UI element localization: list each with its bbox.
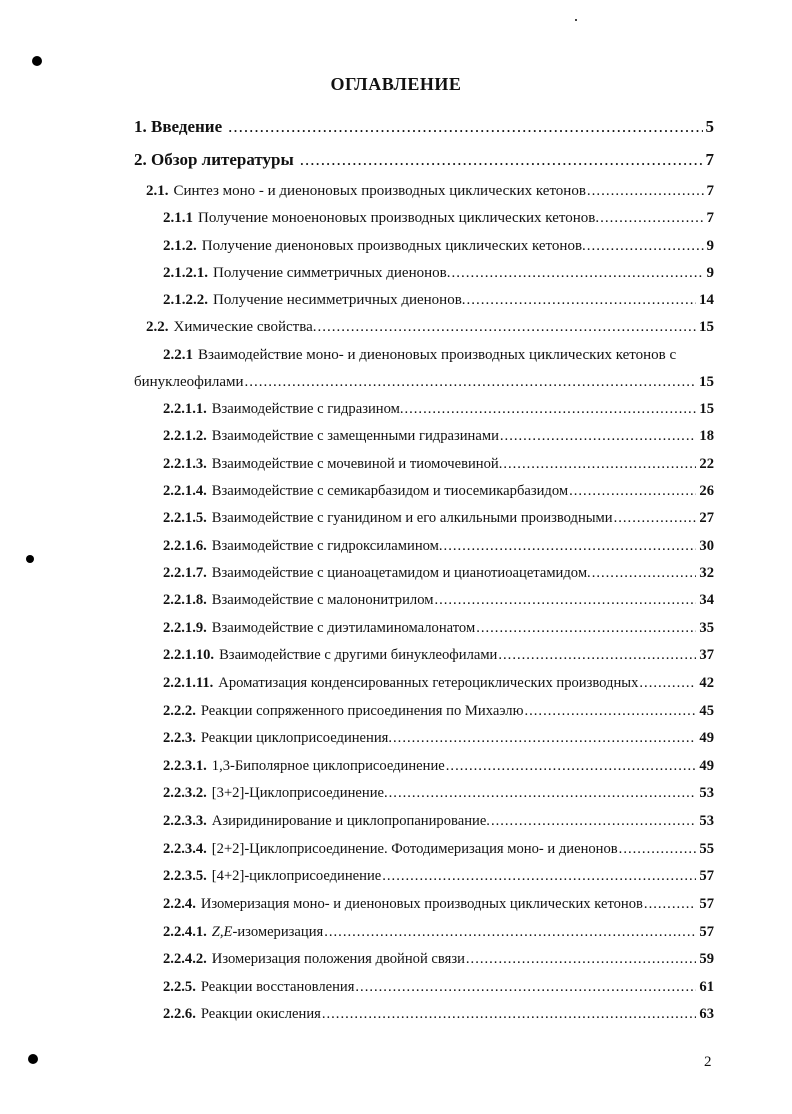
toc-leader	[467, 291, 696, 309]
toc-page: 15	[699, 319, 714, 335]
page-title: ОГЛАВЛЕНИЕ	[330, 74, 462, 94]
toc-page: 57	[699, 924, 714, 940]
toc-leader	[382, 867, 696, 885]
toc-leader	[524, 702, 696, 720]
toc-leader	[644, 895, 696, 913]
toc-page: 49	[699, 730, 714, 746]
toc-leader	[569, 482, 696, 500]
toc-number: 2. Обзор литературы	[134, 150, 294, 169]
toc-page: 35	[699, 620, 714, 636]
toc-title: Взаимодействие с гидроксиламином.	[211, 538, 443, 554]
toc-leader	[444, 537, 697, 555]
toc-leader	[500, 427, 697, 445]
toc-title: Взаимодействие с цианоацетамидом и цианотиоацетамидом.	[211, 565, 591, 581]
toc-entry	[163, 674, 714, 692]
toc-leader	[389, 784, 697, 802]
toc-title: Взаимодействие с малононитрилом	[211, 592, 434, 608]
toc-page: 57	[699, 868, 714, 884]
toc-entry	[163, 482, 714, 500]
toc-title: Реакции окисления	[200, 1006, 321, 1022]
toc-number: 2.1.2.	[163, 238, 197, 254]
toc-title: Азиридинирование и циклопропанирование.	[211, 813, 490, 829]
toc-leader	[318, 318, 696, 336]
toc-title: Реакции циклоприсоединения.	[200, 730, 393, 746]
toc-number: 2.2.3.4.	[163, 841, 207, 857]
toc-title: Получение диеноновых производных циклических кетонов.	[201, 238, 586, 254]
toc-number: 2.2.1.7.	[163, 565, 207, 581]
toc-leader	[355, 978, 696, 996]
toc-entry	[163, 812, 714, 830]
scan-dot-middle	[26, 555, 34, 563]
toc-number: 2.1.1	[163, 210, 193, 226]
toc-title: Взаимодействие с гидразином.	[211, 401, 404, 417]
toc-entry	[163, 564, 714, 582]
toc-title: Химические свойства.	[173, 319, 317, 335]
toc-page: 49	[699, 758, 714, 774]
toc-leader	[451, 264, 703, 282]
toc-number: 2.2.	[146, 319, 169, 335]
toc-number: 2.2.1.5.	[163, 510, 207, 526]
toc-number: 2.2.1.8.	[163, 592, 207, 608]
toc-leader	[434, 591, 696, 609]
toc-page: 7	[706, 210, 714, 226]
toc-title: Получение несимметричных диенонов.	[213, 292, 466, 308]
toc-number: 2.2.2.	[163, 703, 196, 719]
toc-title: Взаимодействие моно- и диеноновых производных циклических кетонов с	[198, 347, 677, 363]
toc-title: Взаимодействие с семикарбазидом и тиосемикарбазидом	[211, 483, 569, 499]
toc-entry	[163, 1005, 714, 1023]
toc-number: 2.2.4.2.	[163, 951, 207, 967]
toc-leader	[600, 209, 703, 227]
toc-entry	[163, 209, 714, 227]
toc-number: 2.2.1.2.	[163, 428, 207, 444]
toc-entry	[163, 537, 714, 555]
toc-page: 27	[699, 510, 714, 526]
toc-page: 32	[699, 565, 714, 581]
toc-entry	[134, 151, 714, 169]
page-number: 2	[704, 1054, 712, 1070]
toc-page: 9	[706, 238, 714, 254]
toc-entry	[134, 118, 714, 136]
toc-entry	[163, 757, 714, 775]
toc-entry	[163, 291, 714, 309]
toc-number: 2.1.2.2.	[163, 292, 208, 308]
toc-leader	[228, 118, 702, 136]
scan-dot-bottom	[28, 1054, 38, 1064]
toc-number: 1. Введение	[134, 117, 223, 136]
toc-entry	[163, 895, 714, 913]
toc-leader	[300, 151, 703, 169]
toc-title: [3+2]-Циклоприсоединение.	[211, 785, 388, 801]
toc-number: 2.2.3.1.	[163, 758, 207, 774]
toc-title: Взаимодействие с гуанидином и его алкильными производными	[211, 510, 613, 526]
toc-leader	[324, 923, 696, 941]
toc-number: 2.2.6.	[163, 1006, 196, 1022]
toc-entry	[163, 509, 714, 527]
toc-entry	[163, 400, 714, 418]
toc-entry	[163, 646, 714, 664]
toc-page: 15	[699, 374, 714, 390]
toc-number: 2.2.3.5.	[163, 868, 207, 884]
toc-leader	[245, 373, 696, 391]
toc-number: 2.2.1.3.	[163, 456, 207, 472]
toc-title: Получение симметричных диенонов.	[213, 265, 451, 281]
toc-number: 2.2.5.	[163, 979, 196, 995]
toc-page: 15	[699, 401, 714, 417]
toc-title: Ароматизация конденсированных гетероциклических производных	[218, 675, 639, 691]
toc-title: Взаимодействие с другими бинуклеофилами	[219, 647, 498, 663]
toc-title: Взаимодействие с диэтиламиномалонатом	[211, 620, 476, 636]
toc-number: 2.2.1.9.	[163, 620, 207, 636]
toc-number: 2.2.3.2.	[163, 785, 207, 801]
toc-entry	[163, 729, 714, 747]
toc-title: -изомеризация	[232, 924, 324, 940]
toc-title: [4+2]-циклоприсоединение	[211, 868, 382, 884]
toc-page: 34	[699, 592, 714, 608]
toc-title: Синтез моно - и диеноновых производных циклических кетонов	[173, 183, 586, 199]
toc-leader	[587, 182, 704, 200]
toc-title-italic: Z,E	[211, 924, 233, 940]
toc-page: 22	[699, 456, 714, 472]
toc-entry	[163, 867, 714, 885]
toc-entry	[146, 182, 714, 200]
toc-entry	[163, 264, 714, 282]
scan-dot-top	[32, 56, 42, 66]
toc-page: 63	[699, 1006, 714, 1022]
toc-page: 45	[699, 703, 714, 719]
toc-leader	[476, 619, 696, 637]
toc-page: 57	[699, 896, 714, 912]
toc-leader	[639, 674, 696, 692]
toc-page: 59	[699, 951, 714, 967]
toc-entry	[163, 237, 714, 255]
toc-entry	[163, 840, 714, 858]
toc-entry-line2	[134, 373, 714, 391]
toc-title: Изомеризация моно- и диеноновых производных циклических кетонов	[200, 896, 643, 912]
toc-page: 37	[699, 647, 714, 663]
toc-number: 2.2.4.1.	[163, 924, 207, 940]
toc-page: 53	[699, 785, 714, 801]
toc-page: 7	[706, 183, 714, 199]
toc-title: Изомеризация положения двойной связи	[211, 951, 465, 967]
toc-number: 2.2.1.6.	[163, 538, 207, 554]
toc-page: 53	[699, 813, 714, 829]
toc-entry-line1	[163, 346, 714, 364]
toc-number: 2.2.1	[163, 347, 193, 363]
toc-title: Реакции сопряженного присоединения по Михаэлю	[200, 703, 524, 719]
toc-title-continued: бинуклеофилами	[134, 374, 244, 390]
toc-leader	[404, 400, 696, 418]
toc-title: Взаимодействие с мочевиной и тиомочевиной.	[211, 456, 503, 472]
toc-page: 61	[699, 979, 714, 995]
toc-entry	[163, 978, 714, 996]
toc-number: 2.2.4.	[163, 896, 196, 912]
toc-page: 26	[699, 483, 714, 499]
scan-speck	[575, 19, 577, 21]
toc-entry	[163, 455, 714, 473]
toc-number: 2.2.3.3.	[163, 813, 207, 829]
toc-leader	[466, 950, 697, 968]
toc-title: 1,3-Биполярное циклоприсоединение	[211, 758, 445, 774]
toc-title: Реакции восстановления	[200, 979, 355, 995]
toc-entry	[163, 784, 714, 802]
toc-title: Взаимодействие с замещенными гидразинами	[211, 428, 499, 444]
toc-leader	[393, 729, 696, 747]
toc-entry	[163, 950, 714, 968]
toc-number: 2.2.1.1.	[163, 401, 207, 417]
toc-leader	[498, 646, 696, 664]
toc-leader	[322, 1005, 697, 1023]
toc-number: 2.2.1.4.	[163, 483, 207, 499]
toc-leader	[592, 564, 697, 582]
toc-page: 30	[699, 538, 714, 554]
toc-entry	[163, 702, 714, 720]
toc-page: 5	[705, 117, 714, 136]
toc-title: [2+2]-Циклоприсоединение. Фотодимеризация моно- и диенонов	[211, 841, 618, 857]
toc-leader	[491, 812, 696, 830]
toc-page: 7	[705, 150, 714, 169]
toc-number: 2.2.3.	[163, 730, 196, 746]
toc-number: 2.1.2.1.	[163, 265, 208, 281]
toc-number: 2.2.1.11.	[163, 675, 214, 691]
toc-page: 55	[699, 841, 714, 857]
toc-title: Получение моноеноновых производных циклических кетонов.	[198, 210, 600, 226]
toc-leader	[587, 237, 704, 255]
toc-leader	[614, 509, 697, 527]
toc-leader	[619, 840, 697, 858]
toc-entry	[163, 923, 714, 941]
toc-entry	[163, 591, 714, 609]
toc-number: 2.1.	[146, 183, 169, 199]
toc-page: 14	[699, 292, 714, 308]
toc-page: 42	[699, 675, 714, 691]
toc-page: 18	[699, 428, 714, 444]
toc-number: 2.2.1.10.	[163, 647, 215, 663]
toc-leader	[446, 757, 697, 775]
toc-entry	[146, 318, 714, 336]
toc-entry	[163, 427, 714, 445]
toc-entry	[163, 619, 714, 637]
toc-leader	[503, 455, 696, 473]
toc-page: 9	[706, 265, 714, 281]
